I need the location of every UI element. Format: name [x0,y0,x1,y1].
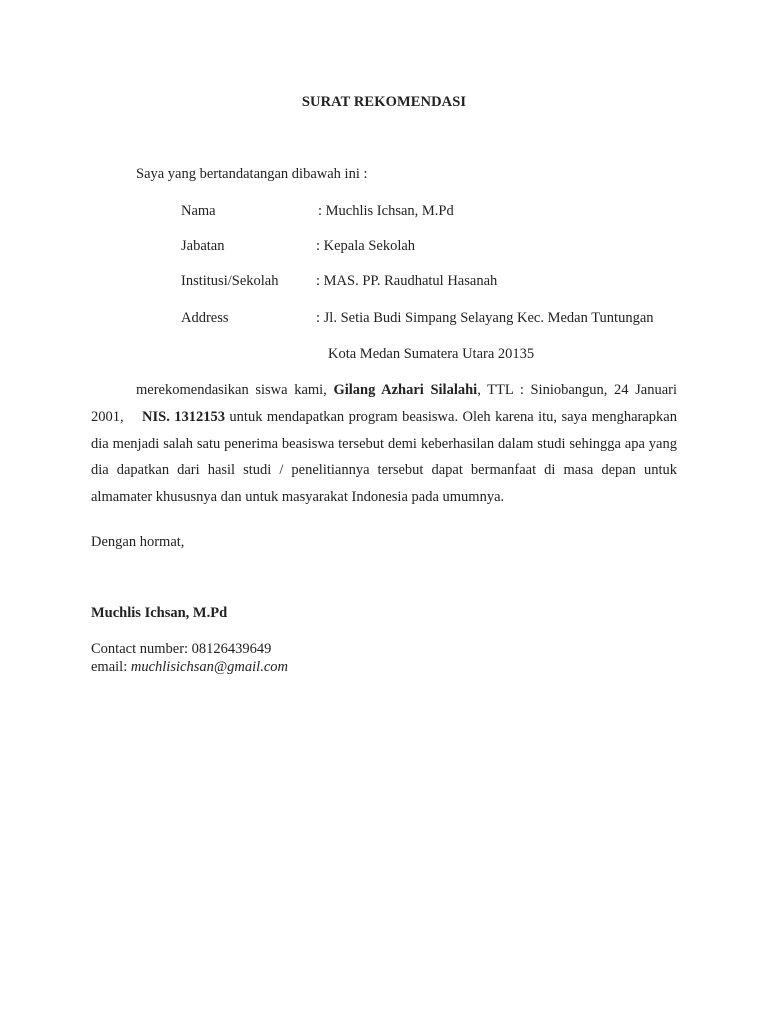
email-address: muchlisichsan@gmail.com [130,659,288,675]
field-label: Institusi/Sekolah [181,273,279,289]
contact-number-line [91,640,288,658]
field-label: Jabatan [181,238,225,254]
closing-greeting: Dengan hormat, [91,534,185,550]
address-continuation: Kota Medan Sumatera Utara 20135 [328,346,535,362]
student-nis: NIS. 1312153 [142,408,226,425]
signature-name: Muchlis Ichsan, M.Pd [91,605,228,621]
email-label: email: [91,659,131,675]
body-text: merekomendasikan siswa kami, [136,382,334,398]
field-value: : Muchlis Ichsan, M.Pd [318,203,454,219]
field-value: : Kepala Sekolah [316,238,416,254]
email-line [91,658,288,676]
recommendation-paragraph [91,377,677,511]
contact-number-label: Contact number: [91,641,192,657]
body-text: untuk mendapatkan program beasiswa. Oleh karena itu, saya mengharapkan dia menjadi salah satu penerima beasiswa tersebut demi keberhasilan dalam studi sehingga apa yang dia dapatkan dari hasil studi / penelitiannya tersebut dapat bermanfaat di masa depan untuk almamater khususnya dan untuk masyarakat Indonesia pada umumnya. [91,408,677,506]
field-label: Nama [181,203,216,219]
body-text: , TTL : Siniobangun, 24 Januari 2001, [91,382,678,425]
letter-title: SURAT REKOMENDASI [301,94,467,110]
field-label: Address [181,310,229,326]
contact-number: 08126439649 [191,641,272,657]
field-value: : MAS. PP. Raudhatul Hasanah [316,273,498,289]
field-value: : Jl. Setia Budi Simpang Selayang Kec. Medan Tuntungan [316,310,654,326]
intro-line: Saya yang bertandatangan dibawah ini : [136,166,368,182]
contact-block [91,640,288,676]
student-name: Gilang Azhari Silalahi [333,382,478,398]
